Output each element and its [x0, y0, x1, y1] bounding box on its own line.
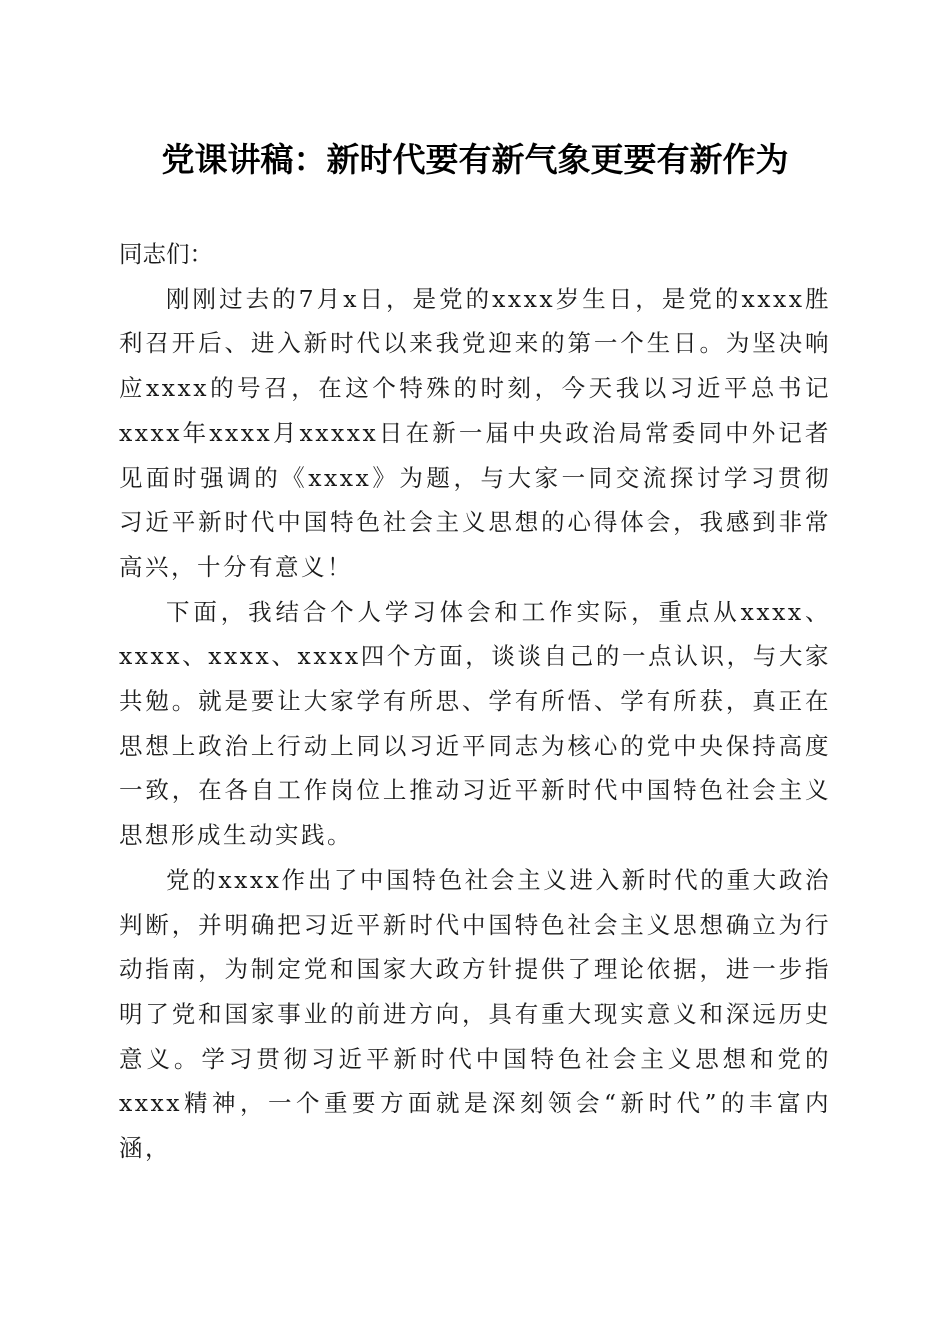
document-body	[119, 232, 831, 1171]
salutation: 同志们：	[119, 240, 213, 268]
paragraph-2: 下面，我结合个人学习体会和工作实际，重点从xxxx、xxxx、xxxx、xxxx四个方面，谈谈自己的一点认识，与大家共勉。就是要让大家学有所思、学有所悟、学有所获，真正在思想上政治上行动上同以习近平同志为核心的党中央保持高度一致，在各自工作岗位上推动习近平新时代中国特色社会主义思想形成生动实践。	[119, 597, 831, 850]
paragraph-3: 党的xxxx作出了中国特色社会主义进入新时代的重大政治判断，并明确把习近平新时代中国特色社会主义思想确立为行动指南，为制定党和国家大政方针提供了理论依据，进一步指明了党和国家事业的前进方向，具有重大现实意义和深远历史意义。学习贯彻习近平新时代中国特色社会主义思想和党的xxxx精神，一个重要方面就是深刻领会“新时代”的丰富内涵，	[119, 865, 831, 1163]
document-title: 党课讲稿：新时代要有新气象更要有新作为	[161, 140, 789, 179]
paragraph-1: 刚刚过去的7月x日，是党的xxxx岁生日，是党的xxxx胜利召开后、进入新时代以来我党迎来的第一个生日。为坚决响应xxxx的号召，在这个特殊的时刻，今天我以习近平总书记xxxx年xxxx月xxxxx日在新一届中央政治局常委同中外记者见面时强调的《xxxx》为题，与大家一同交流探讨学习贯彻习近平新时代中国特色社会主义思想的心得体会，我感到非常高兴，十分有意义！	[119, 284, 831, 581]
